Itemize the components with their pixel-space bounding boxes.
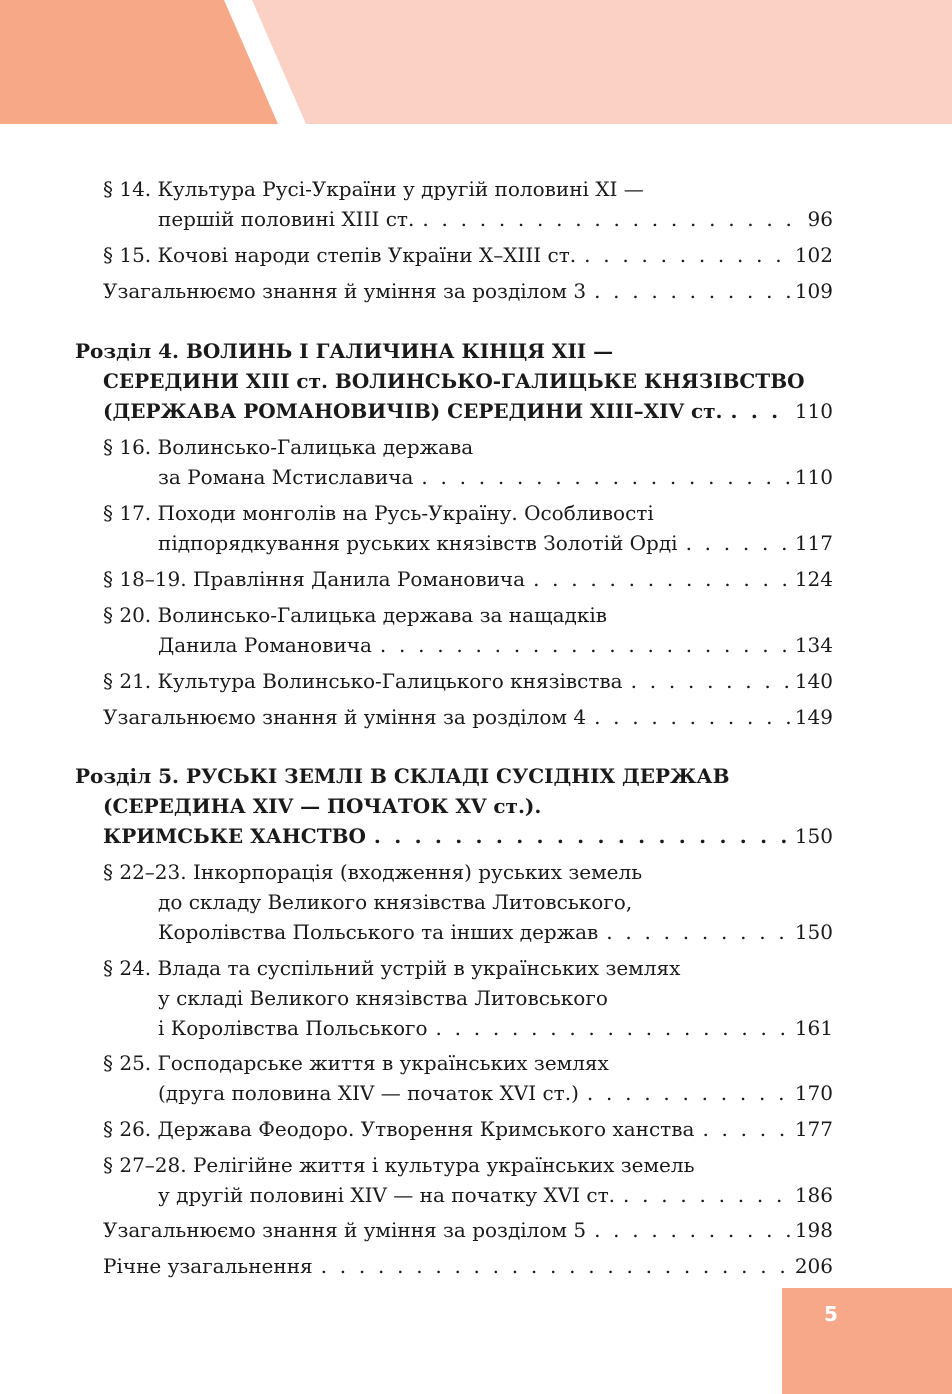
dot-leader <box>686 528 791 558</box>
toc-page-number: 170 <box>794 1081 833 1105</box>
toc-entry-title: § 22–23. Інкорпорація (входження) руських земель <box>103 860 643 884</box>
toc-page-number: 149 <box>794 705 833 729</box>
toc-entry-title: § 26. Держава Феодоро. Утворення Кримського ханства <box>103 1117 695 1141</box>
toc-entry-title: Данила Романовича <box>158 633 372 657</box>
dot-leader <box>594 1215 791 1245</box>
toc-entry-title: до складу Великого князівства Литовського, <box>158 890 633 914</box>
toc-entry-title: у складі Великого князівства Литовського <box>158 986 608 1010</box>
toc-line <box>103 432 833 462</box>
dot-leader <box>702 1114 790 1144</box>
toc-line <box>103 600 833 630</box>
dot-leader <box>380 630 791 660</box>
section-heading-line <box>103 366 833 396</box>
section-heading-line <box>75 336 833 366</box>
toc-entry-title: Річне узагальнення <box>103 1254 313 1278</box>
toc-page-number: 134 <box>794 633 833 657</box>
toc-line <box>103 1150 833 1180</box>
toc-entry-title: § 17. Походи монголів на Русь-Україну. Особливості <box>103 501 654 525</box>
section-title: Розділ 4. ВОЛИНЬ І ГАЛИЧИНА КІНЦЯ XII — <box>75 339 614 363</box>
toc-page-number: 102 <box>794 243 833 267</box>
toc-entry-title: Узагальнюємо знання й уміння за розділом 5 <box>103 1218 587 1242</box>
toc-page-number: 124 <box>794 567 833 591</box>
toc-line <box>103 174 833 204</box>
toc-line <box>158 630 833 660</box>
toc-page-number: 161 <box>794 1016 833 1040</box>
section-heading-line <box>103 791 833 821</box>
page-number: 5 <box>824 1302 838 1326</box>
section-title: СЕРЕДИНИ XIII ст. ВОЛИНСЬКО-ГАЛИЦЬКЕ КНЯЗІВСТВО <box>103 369 805 393</box>
toc-line <box>103 1114 833 1144</box>
header-banner <box>0 0 952 124</box>
toc-line <box>103 1215 833 1245</box>
toc-page-number: 117 <box>794 531 833 555</box>
toc-line <box>103 953 833 983</box>
section-title: (СЕРЕДИНА XIV — ПОЧАТОК XV ст.). <box>103 794 542 818</box>
toc-entry-title: § 14. Культура Русі-України у другій половині XI — <box>103 177 644 201</box>
toc-line <box>103 1048 833 1078</box>
toc-line <box>103 666 833 696</box>
toc-entry-title: за Романа Мстиславича <box>158 465 414 489</box>
toc-entry-title: § 25. Господарське життя в українських землях <box>103 1051 609 1075</box>
toc-entry-title: першій половині XIII ст. <box>158 207 415 231</box>
toc-line <box>158 887 833 917</box>
toc-line <box>103 240 833 270</box>
toc-line <box>158 528 833 558</box>
dot-leader <box>594 702 791 732</box>
banner-dark-shape <box>0 0 278 124</box>
toc-entry-title: § 24. Влада та суспільний устрій в українських землях <box>103 956 681 980</box>
toc-entry-title: у другій половині XIV — на початку XVI ст. <box>158 1183 616 1207</box>
section-title: КРИМСЬКЕ ХАНСТВО <box>103 824 366 848</box>
toc-line <box>103 564 833 594</box>
toc-page-number: 109 <box>794 279 833 303</box>
dot-leader <box>623 1180 791 1210</box>
toc-page-number: 198 <box>794 1218 833 1242</box>
dot-leader <box>421 462 790 492</box>
dot-leader <box>584 240 791 270</box>
section-title: Розділ 5. РУСЬКІ ЗЕМЛІ В СКЛАДІ СУСІДНІХ ДЕРЖАВ <box>75 764 730 788</box>
toc-entry-title: § 21. Культура Волинсько-Галицького князівства <box>103 669 623 693</box>
toc-page-number: 96 <box>807 207 833 231</box>
toc-entry-title: § 20. Волинсько-Галицька держава за нащадків <box>103 603 607 627</box>
toc-line <box>103 702 833 732</box>
toc-entry-title: § 18–19. Правління Данила Романовича <box>103 567 526 591</box>
toc-line <box>103 498 833 528</box>
dot-leader <box>731 396 791 426</box>
section-heading-line <box>75 761 833 791</box>
toc-entry-title: § 15. Кочові народи степів України X–XIII ст. <box>103 243 577 267</box>
toc-line <box>103 276 833 306</box>
dot-leader <box>631 666 791 696</box>
toc-page-number: 206 <box>794 1254 833 1278</box>
section-title: (ДЕРЖАВА РОМАНОВИЧІВ) СЕРЕДИНИ XIII–XIV ст. <box>103 399 723 423</box>
dot-leader <box>587 1078 791 1108</box>
toc-entry-title: § 27–28. Релігійне життя і культура українських земель <box>103 1153 695 1177</box>
toc-entry-title: Узагальнюємо знання й уміння за розділом 4 <box>103 705 587 729</box>
toc-line <box>103 1251 833 1281</box>
toc-line <box>103 857 833 887</box>
toc-line <box>158 204 833 234</box>
toc-page-number: 110 <box>794 465 833 489</box>
toc-page-number: 110 <box>794 399 833 423</box>
toc-page-number: 186 <box>794 1183 833 1207</box>
toc-line <box>158 917 833 947</box>
toc-line <box>158 1013 833 1043</box>
toc-entry-title: підпорядкування руських князівств Золотій Орді <box>158 531 678 555</box>
toc-entry-title: § 16. Волинсько-Галицька держава <box>103 435 474 459</box>
section-heading-line <box>103 396 833 426</box>
dot-leader <box>533 564 791 594</box>
toc-entry-title: і Королівства Польського <box>158 1016 428 1040</box>
toc-entry-title: (друга половина XIV — початок XVI ст.) <box>158 1081 579 1105</box>
toc-line <box>158 462 833 492</box>
toc-page-number: 140 <box>794 669 833 693</box>
dot-leader <box>436 1013 791 1043</box>
toc-entry-title: Королівства Польського та інших держав <box>158 920 599 944</box>
toc-page-number: 150 <box>794 824 833 848</box>
toc-page-number: 150 <box>794 920 833 944</box>
dot-leader <box>422 204 803 234</box>
toc-line <box>158 983 833 1013</box>
section-heading-line <box>103 821 833 851</box>
banner-light-shape <box>252 0 952 124</box>
toc-line <box>158 1078 833 1108</box>
toc-line <box>158 1180 833 1210</box>
toc-page-number: 177 <box>794 1117 833 1141</box>
dot-leader <box>321 1251 791 1281</box>
dot-leader <box>606 917 791 947</box>
dot-leader <box>374 821 791 851</box>
dot-leader <box>594 276 791 306</box>
toc-entry-title: Узагальнюємо знання й уміння за розділом 3 <box>103 279 587 303</box>
